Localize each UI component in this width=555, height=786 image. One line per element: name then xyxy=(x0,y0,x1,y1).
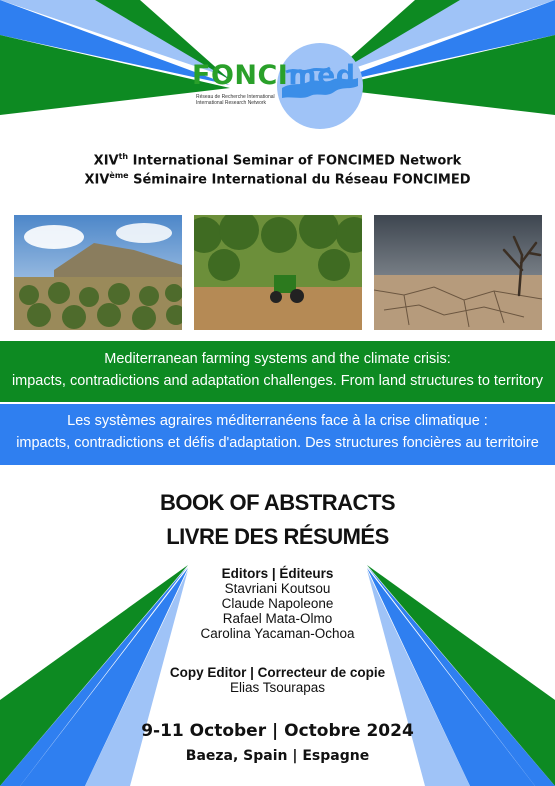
logo-tagline xyxy=(196,94,275,106)
seminar-title-en xyxy=(0,152,555,171)
event-dates: 9-11 October | Octobre 2024 xyxy=(141,721,414,741)
roman-numeral: XIV xyxy=(93,153,119,169)
copy-editor-heading: Copy Editor | Correcteur de copie xyxy=(169,665,386,680)
editor-name: Rafael Mata-Olmo xyxy=(222,611,333,626)
logo-tagline-fr: Réseau de Recherche International xyxy=(196,94,275,100)
theme-english-band xyxy=(0,341,555,402)
logo-part-med: med xyxy=(288,60,356,91)
theme-en-line-1: Mediterranean farming systems and the climate crisis: xyxy=(104,351,451,367)
tractor-field-photo xyxy=(194,215,362,330)
dry-cracked-land-photo xyxy=(374,215,542,330)
roman-numeral: XIV xyxy=(84,172,110,188)
editors-heading: Editors | Éditeurs xyxy=(221,566,334,581)
theme-fr-line-1: Les systèmes agraires méditerranéens face à la crise climatique : xyxy=(67,413,488,429)
copy-editor-name: Elias Tsourapas xyxy=(229,680,326,695)
editor-name: Stavriani Koutsou xyxy=(224,581,331,596)
book-title-en: BOOK OF ABSTRACTS xyxy=(159,490,396,515)
event-place: Baeza, Spain | Espagne xyxy=(185,748,370,764)
logo-tagline-en: International Research Network xyxy=(196,100,267,106)
olive-grove-photo xyxy=(14,215,182,330)
copy-editor-block xyxy=(0,665,555,695)
book-title-fr: LIVRE DES RÉSUMÉS xyxy=(166,524,389,549)
theme-en-line-2: impacts, contradictions and adaptation challenges. From land structures to territory xyxy=(11,373,544,389)
logo-part-fonci: FONCI xyxy=(192,60,289,91)
editor-name: Carolina Yacaman-Ochoa xyxy=(200,626,355,641)
seminar-title-text-fr: Séminaire International du Réseau FONCIMED xyxy=(128,172,471,188)
logo-wordmark xyxy=(192,60,356,91)
seminar-title-fr xyxy=(0,171,555,190)
ordinal-suffix: ème xyxy=(109,171,129,180)
ordinal-suffix: th xyxy=(118,152,129,161)
seminar-title-text-en: International Seminar of FONCIMED Network xyxy=(128,153,462,169)
foncimed-logo xyxy=(190,42,380,132)
theme-french-band xyxy=(0,404,555,465)
theme-fr-line-2: impacts, contradictions et défis d'adaptation. Des structures foncières au territoire xyxy=(16,435,539,451)
editor-name: Claude Napoleone xyxy=(221,596,334,611)
editors-block xyxy=(0,566,555,641)
seminar-title xyxy=(0,152,555,190)
